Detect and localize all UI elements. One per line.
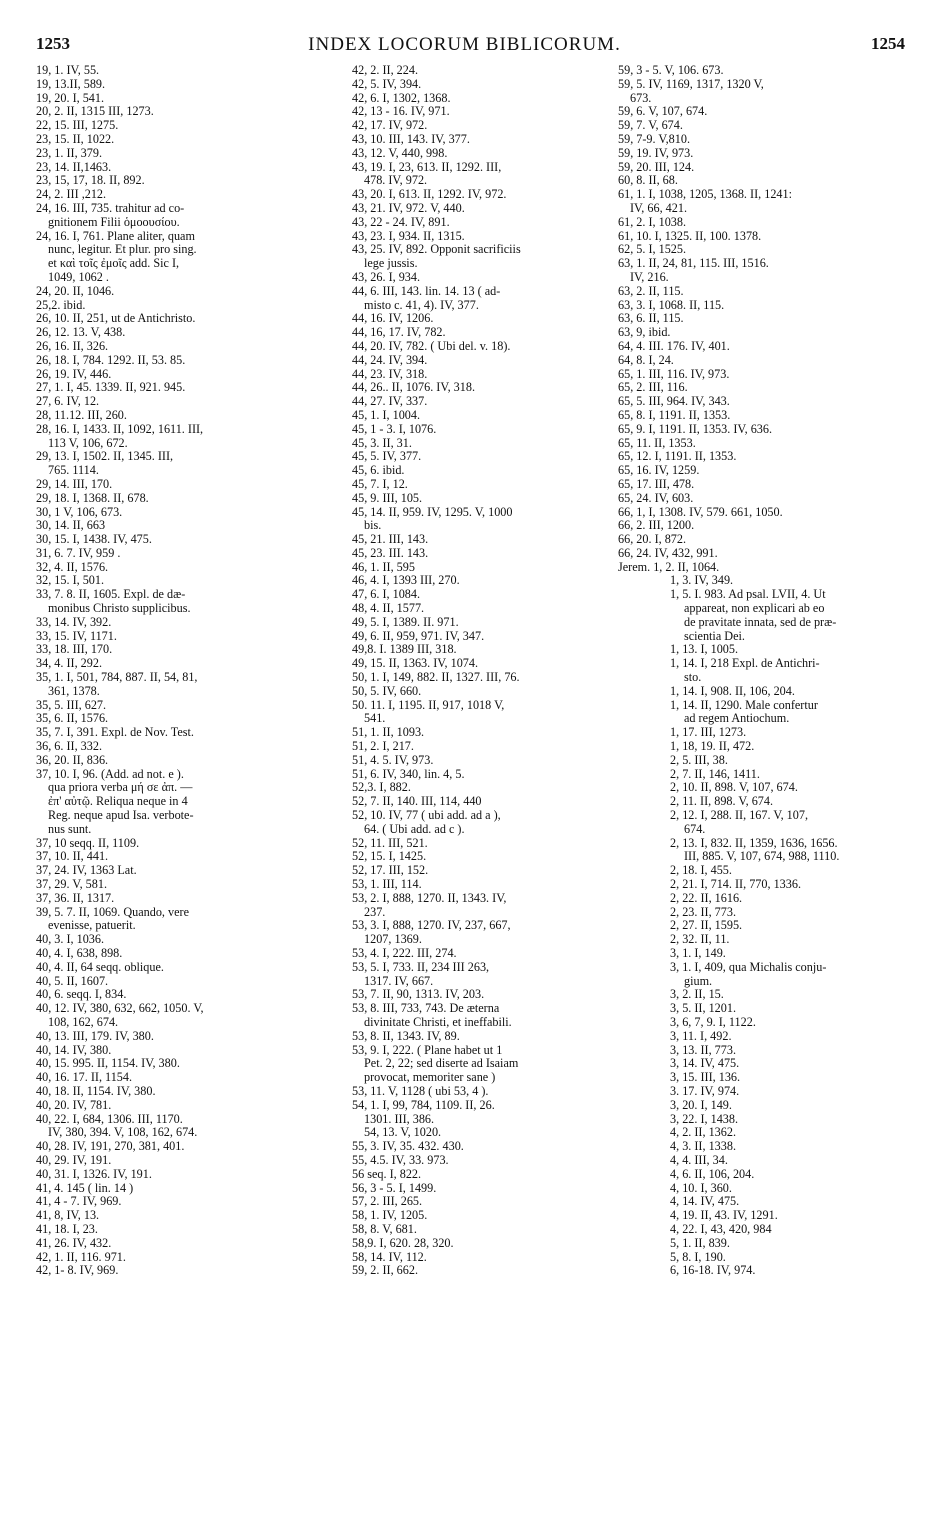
index-entry-line: 2, 11. II, 898. V, 674. — [670, 794, 774, 809]
index-entry-line: 53, 8. III, 733, 743. De æterna — [352, 1001, 500, 1016]
index-entry-line: 49, 5. I, 1389. II. 971. — [352, 614, 459, 629]
index-entry-line: 44, 6. III, 143. lin. 14. 13 ( ad- — [352, 283, 501, 298]
index-entry-line: 26, 18. I, 784. 1292. II, 53. 85. — [36, 352, 186, 367]
index-entry-line: 34, 4. II, 292. — [36, 656, 103, 671]
index-entry-line: 51, 2. I, 217. — [352, 739, 414, 754]
index-column-3 — [618, 64, 908, 1278]
index-entry-line: 4, 2. II, 1362. — [670, 1125, 737, 1140]
index-entry-line: bis. — [364, 518, 382, 533]
index-entry-line: 50, 1. I, 149, 882. II, 1327. III, 76. — [352, 670, 520, 685]
index-entry-line: 30, 1 V, 106, 673. — [36, 504, 123, 519]
index-entry-line: 3, 1. I, 409, qua Michalis conju- — [670, 959, 827, 974]
index-entry-line: 53, 9. I, 222. ( Plane habet ut 1 — [352, 1042, 503, 1057]
index-entry-line: 3, 6, 7, 9. I, 1122. — [670, 1014, 756, 1029]
index-entry-line: nunc, legitur. Et plur. pro sing. — [48, 242, 197, 257]
index-entry-line: 65, 2. III, 116. — [618, 380, 688, 395]
index-entry-line: 37, 10 seqq. II, 1109. — [36, 835, 140, 850]
index-entry-line: 51, 1. II, 1093. — [352, 725, 425, 740]
index-entry-line: 37, 29. V, 581. — [36, 877, 107, 892]
index-entry-line: 42, 13 - 16. IV, 971. — [352, 104, 450, 119]
index-entry-line: 61, 2. I, 1038. — [618, 214, 687, 229]
index-entry-line: 64, 4. III. 176. IV, 401. — [618, 338, 730, 353]
index-entry-line: 4, 4. III, 34. — [670, 1152, 728, 1167]
index-entry-line: 42, 6. I, 1302, 1368. — [352, 90, 451, 105]
index-entry-line: 32, 15. I, 501. — [36, 573, 105, 588]
index-entry-line: 24, 20. II, 1046. — [36, 283, 115, 298]
index-entry-line: 28, 16. I, 1433. II, 1092, 1611. III, — [36, 421, 204, 436]
index-entry-line: Pet. 2, 22; sed diserte ad Isaiam — [364, 1056, 519, 1071]
index-entry-line: 2, 22. II, 1616. — [670, 890, 743, 905]
index-entry-line: 1, 13. I, 1005. — [670, 642, 739, 657]
index-entry-line: 237. — [364, 904, 386, 919]
index-entry-line: 40, 6. seqq. I, 834. — [36, 987, 127, 1002]
index-entry-line: 1049, 1062 . — [48, 269, 109, 284]
index-entry-line: 4, 14. IV, 475. — [670, 1194, 740, 1209]
index-entry-line: 3, 15. III, 136. — [670, 1070, 741, 1085]
index-entry-line: 25,2. ibid. — [36, 297, 86, 312]
index-entry-line: 65, 12. I, 1191. II, 1353. — [618, 449, 737, 464]
index-entry-line: 52, 11. III, 521. — [352, 835, 428, 850]
index-entry-line: evenisse, patuerit. — [48, 918, 136, 933]
index-entry-line: 2, 5. III, 38. — [670, 752, 728, 767]
index-entry-line: 52, 7. II, 140. III, 114, 440 — [352, 794, 482, 809]
index-entry-line: 32, 4. II, 1576. — [36, 559, 109, 574]
index-entry-line: 45, 9. III, 105. — [352, 490, 423, 505]
index-entry-line: 66, 24. IV, 432, 991. — [618, 545, 718, 560]
index-entry-line: 42, 17. IV, 972. — [352, 118, 428, 133]
index-entry-line: 2, 12. I, 288. II, 167. V, 107, — [670, 808, 809, 823]
index-entry-line: 30, 15. I, 1438. IV, 475. — [36, 532, 152, 547]
index-entry-line: 3. 17. IV, 974. — [670, 1083, 740, 1098]
page-header — [0, 0, 929, 60]
index-entry-line: appareat, non explicari ab eo — [684, 601, 825, 616]
index-entry-line: 43, 12. V, 440, 998. — [352, 145, 448, 160]
index-entry-line: 40, 29. IV, 191. — [36, 1152, 112, 1167]
index-entry-line: 44, 24. IV, 394. — [352, 352, 428, 367]
index-entry-line: 59, 6. V, 107, 674. — [618, 104, 708, 119]
index-entry-line: 66, 20. I, 872. — [618, 532, 687, 547]
index-entry-line: 44, 16. IV, 1206. — [352, 311, 434, 326]
index-entry-line: 1317. IV, 667. — [364, 973, 434, 988]
index-entry-line: 53, 1. III, 114. — [352, 877, 422, 892]
index-entry-line: 53, 4. I, 222. III, 274. — [352, 946, 457, 960]
index-entry-line: 44, 20. IV, 782. ( Ubi del. v. 18). — [352, 338, 511, 353]
index-entry-line: 64, 8. I, 24. — [618, 352, 674, 367]
index-entry-line: de pravitate innata, sed de præ- — [684, 614, 837, 629]
index-entry-line: 51, 4. 5. IV, 973. — [352, 752, 434, 767]
index-entry-line: 43, 21. IV, 972. V, 440. — [352, 200, 465, 215]
index-entry-line: 41, 8, IV, 13. — [36, 1208, 100, 1223]
index-entry-line: 33, 18. III, 170. — [36, 642, 113, 657]
index-entry-line: gnitionem Filii ὁμοουσίου. — [48, 214, 180, 229]
index-entry-line: 65, 8. I, 1191. II, 1353. — [618, 407, 731, 422]
index-entry-line: 4, 19. II, 43. IV, 1291. — [670, 1208, 778, 1223]
index-entry-line: 24, 16. III, 735. trahitur ad co- — [36, 200, 185, 215]
index-entry-line: Jerem. 1, 2. II, 1064. — [618, 559, 720, 574]
index-entry-line: 50, 5. IV, 660. — [352, 683, 422, 698]
index-entry-line: 29, 13. I, 1502. II, 1345. III, — [36, 449, 174, 464]
index-entry-line: 59, 19. IV, 973. — [618, 145, 694, 160]
index-column-2 — [352, 64, 614, 1278]
index-entry-line: 36, 6. II, 332. — [36, 739, 103, 754]
index-entry-line: 2, 23. II, 773. — [670, 904, 737, 919]
index-entry-line: 58, 14. IV, 112. — [352, 1249, 427, 1264]
index-entry-line: 3, 1. I, 149. — [670, 946, 726, 960]
index-entry-line: 674. — [684, 821, 706, 836]
index-entry-line: 24, 2. III ,212. — [36, 187, 107, 202]
index-entry-line: sto. — [684, 670, 702, 685]
index-entry-line: 35, 5. III, 627. — [36, 697, 107, 712]
index-entry-line: 44, 26.. II, 1076. IV, 318. — [352, 380, 475, 395]
index-entry-line: 27, 1. I, 45. 1339. II, 921. 945. — [36, 380, 186, 395]
index-entry-line: 3, 20. I, 149. — [670, 1097, 732, 1112]
index-entry-line: 59, 20. III, 124. — [618, 159, 695, 174]
index-entry-line: 45, 5. IV, 377. — [352, 449, 422, 464]
index-entry-line: 37, 36. II, 1317. — [36, 890, 115, 905]
index-entry-line: 46, 4. I, 1393 III, 270. — [352, 573, 460, 588]
index-entry-line: III, 885. V, 107, 674, 988, 1110. — [684, 849, 840, 864]
index-entry-line: 42, 1- 8. IV, 969. — [36, 1263, 119, 1278]
index-entry-line: 27, 6. IV, 12. — [36, 394, 100, 409]
index-entry-line: 63, 6. II, 115. — [618, 311, 684, 326]
index-entry-line: 53, 8. II, 1343. IV, 89. — [352, 1028, 460, 1043]
index-entry-line: 45, 7. I, 12. — [352, 476, 408, 491]
index-entry-line: 1207, 1369. — [364, 932, 422, 947]
index-entry-line: 45, 21. III, 143. — [352, 532, 429, 547]
index-entry-line: 45, 3. II, 31. — [352, 435, 412, 450]
index-entry-line: 45, 6. ibid. — [352, 463, 405, 478]
index-entry-line: 37, 10. II, 441. — [36, 849, 109, 864]
index-entry-line: 44, 27. IV, 337. — [352, 394, 428, 409]
index-entry-line: 65, 16. IV, 1259. — [618, 463, 700, 478]
index-entry-line: 2, 32. II, 11. — [670, 932, 730, 947]
index-entry-line: 52,3. I, 882. — [352, 780, 411, 795]
index-entry-line: nus sunt. — [48, 821, 92, 836]
index-entry-line: 63, 2. II, 115. — [618, 283, 684, 298]
index-entry-line: 55, 3. IV, 35. 432. 430. — [352, 1139, 464, 1154]
index-entry-line: 60, 8. II, 68. — [618, 173, 678, 188]
index-entry-line: 4, 6. II, 106, 204. — [670, 1166, 755, 1181]
index-entry-line: 40, 4. I, 638, 898. — [36, 946, 123, 960]
index-entry-line: 45, 14. II, 959. IV, 1295. V, 1000 — [352, 504, 513, 519]
index-entry-line: 2, 18. I, 455. — [670, 863, 732, 878]
index-entry-line: 59, 5. IV, 1169, 1317, 1320 V, — [618, 76, 764, 91]
right-page-number: 1254 — [871, 34, 905, 53]
index-entry-line: 45, 1 - 3. I, 1076. — [352, 421, 437, 436]
index-entry-line: 45, 1. I, 1004. — [352, 407, 421, 422]
index-entry-line: 43, 20. I, 613. II, 1292. IV, 972. — [352, 187, 507, 202]
index-entry-line: 3, 11. I, 492. — [670, 1028, 732, 1043]
index-entry-line: 40, 13. III, 179. IV, 380. — [36, 1028, 154, 1043]
index-entry-line: 3, 13. II, 773. — [670, 1042, 737, 1057]
index-entry-line: 56, 3 - 5. I, 1499. — [352, 1180, 437, 1195]
index-entry-line: 478. IV, 972. — [364, 173, 428, 188]
index-entry-line: 1, 5. I. 983. Ad psal. LVII, 4. Ut — [670, 587, 826, 602]
index-entry-line: misto c. 41, 4). IV, 377. — [364, 297, 479, 312]
index-entry-line: 3, 5. II, 1201. — [670, 1001, 737, 1016]
index-entry-line: 39, 5. 7. II, 1069. Quando, vere — [36, 904, 189, 919]
index-entry-line: 40, 12. IV, 380, 632, 662, 1050. V, — [36, 1001, 204, 1016]
index-entry-line: 31, 6. 7. IV, 959 . — [36, 545, 121, 560]
index-entry-line: 63, 9, ibid. — [618, 325, 671, 340]
index-entry-line: 2, 27. II, 1595. — [670, 918, 743, 933]
index-entry-line: 65, 5. III, 964. IV, 343. — [618, 394, 730, 409]
index-entry-line: 53, 7. II, 90, 1313. IV, 203. — [352, 987, 485, 1002]
index-entry-line: 65, 24. IV, 603. — [618, 490, 694, 505]
index-entry-line: divinitate Christi, et ineffabili. — [364, 1014, 512, 1029]
index-entry-line: 1, 14. I, 908. II, 106, 204. — [670, 683, 795, 698]
index-entry-line: 49,8. I. 1389 III, 318. — [352, 642, 457, 657]
index-entry-line: 5, 1. II, 839. — [670, 1235, 730, 1250]
index-entry-line: 53, 2. I, 888, 1270. II, 1343. IV, — [352, 890, 507, 905]
left-page-number: 1253 — [36, 34, 70, 53]
index-entry-line: 4, 22. I, 43, 420, 984 — [670, 1221, 772, 1236]
index-entry-line: 26, 16. II, 326. — [36, 338, 109, 353]
index-entry-line: 24, 16. I, 761. Plane aliter, quam — [36, 228, 195, 243]
index-entry-line: 28, 11.12. III, 260. — [36, 407, 127, 422]
index-entry-line: 66, 2. III, 1200. — [618, 518, 695, 533]
index-entry-line: 40, 14. IV, 380. — [36, 1042, 112, 1057]
index-entry-line: 61, 1. I, 1038, 1205, 1368. II, 1241: — [618, 187, 792, 202]
index-entry-line: 40, 15. 995. II, 1154. IV, 380. — [36, 1056, 180, 1071]
index-entry-line: 35, 1. I, 501, 784, 887. II, 54, 81, — [36, 670, 198, 685]
index-entry-line: et καὶ τοῖς ἐμοῖς add. Sic I, — [48, 256, 180, 271]
index-entry-line: 59, 2. II, 662. — [352, 1263, 419, 1278]
index-entry-line: 26, 19. IV, 446. — [36, 366, 112, 381]
index-entry-line: 1, 18, 19. II, 472. — [670, 739, 755, 754]
index-entry-line: 66, 1, I, 1308. IV, 579. 661, 1050. — [618, 504, 783, 519]
index-entry-line: 40, 4. II, 64 seqq. oblique. — [36, 959, 164, 974]
index-entry-line: gium. — [684, 973, 713, 988]
index-entry-line: 541. — [364, 711, 386, 726]
index-entry-line: 43, 25. IV, 892. Opponit sacrificiis — [352, 242, 521, 257]
index-entry-line: 42, 5. IV, 394. — [352, 76, 422, 91]
index-entry-line: 43, 26. I, 934. — [352, 269, 421, 284]
index-entry-line: qua priora verba μή σε ἀπ. — — [48, 780, 193, 795]
index-entry-line: IV, 216. — [630, 269, 669, 284]
index-entry-line: 65, 1. III, 116. IV, 973. — [618, 366, 730, 381]
index-entry-line: 58,9. I, 620. 28, 320. — [352, 1235, 454, 1250]
index-entry-line: 53, 3. I, 888, 1270. IV, 237, 667, — [352, 918, 511, 933]
index-column-1 — [36, 64, 318, 1278]
index-entry-line: 57, 2. III, 265. — [352, 1194, 423, 1209]
index-entry-line: 61, 10. I, 1325. II, 100. 1378. — [618, 228, 762, 243]
index-entry-line: 51, 6. IV, 340, lin. 4, 5. — [352, 766, 465, 781]
index-entry-line: 673. — [630, 90, 652, 105]
index-entry-line: 20, 2. II, 1315 III, 1273. — [36, 104, 154, 119]
index-entry-line: ἐπ' αὐτῷ. Reliqua neque in 4 — [48, 794, 188, 809]
index-entry-line: 41, 4. 145 ( lin. 14 ) — [36, 1180, 134, 1195]
index-entry-line: 3, 22. I, 1438. — [670, 1111, 739, 1126]
index-entry-line: 361, 1378. — [48, 683, 100, 698]
index-entry-line: 65, 11. II, 1353. — [618, 435, 696, 450]
index-entry-line: 26, 12. 13. V, 438. — [36, 325, 126, 340]
index-entry-line: scientia Dei. — [684, 628, 745, 643]
index-entry-line: 44, 16, 17. IV, 782. — [352, 325, 446, 340]
index-entry-line: 36, 20. II, 836. — [36, 752, 109, 767]
index-entry-line: 64. ( Ubi add. ad c ). — [364, 821, 465, 836]
index-entry-line: 5, 8. I, 190. — [670, 1249, 726, 1264]
index-entry-line: Reg. neque apud Isa. verbote- — [48, 808, 194, 823]
index-entry-line: 42, 2. II, 224. — [352, 63, 419, 77]
index-entry-line: 63, 3. I, 1068. II, 115. — [618, 297, 725, 312]
index-entry-line: 22, 15. III, 1275. — [36, 118, 119, 133]
index-entry-line: 19, 1. IV, 55. — [36, 63, 100, 77]
index-entry-line: 4, 3. II, 1338. — [670, 1139, 737, 1154]
index-entry-line: 65, 17. III, 478. — [618, 476, 695, 491]
index-entry-line: 59, 7. V, 674. — [618, 118, 683, 133]
index-entry-line: 113 V, 106, 672. — [48, 435, 128, 450]
index-entry-line: 54, 1. I, 99, 784, 1109. II, 26. — [352, 1097, 495, 1112]
index-entry-line: 6, 16-18. IV, 974. — [670, 1263, 756, 1278]
index-entry-line: 33, 15. IV, 1171. — [36, 628, 117, 643]
index-entry-line: 40, 22. I, 684, 1306. III, 1170. — [36, 1111, 183, 1126]
index-entry-line: 23, 15, 17, 18. II, 892. — [36, 173, 145, 188]
index-entry-line: 33, 7. 8. II, 1605. Expl. de dæ- — [36, 587, 186, 602]
index-entry-line: 43, 19. I, 23, 613. II, 1292. III, — [352, 159, 502, 174]
index-entry-line: 58, 8. V, 681. — [352, 1221, 417, 1236]
page-title: INDEX LOCORUM BIBLICORUM. — [308, 34, 621, 55]
index-entry-line: 40, 5. II, 1607. — [36, 973, 109, 988]
index-entry-line: IV, 380, 394. V, 108, 162, 674. — [48, 1125, 198, 1140]
index-entry-line: lege jussis. — [364, 256, 418, 271]
index-entry-line: 2, 10. II, 898. V, 107, 674. — [670, 780, 798, 795]
index-entry-line: 2, 21. I, 714. II, 770, 1336. — [670, 877, 802, 892]
index-entry-line: 40, 28. IV, 191, 270, 381, 401. — [36, 1139, 185, 1154]
index-entry-line: 48, 4. II, 1577. — [352, 601, 425, 616]
index-entry-line: 50. 11. I, 1195. II, 917, 1018 V, — [352, 697, 505, 712]
index-entry-line: 1, 14. I, 218 Expl. de Antichri- — [670, 656, 820, 671]
index-entry-line: 23, 1. II, 379. — [36, 145, 103, 160]
index-entry-line: 37, 24. IV, 1363 Lat. — [36, 863, 137, 878]
index-entry-line: 35, 7. I, 391. Expl. de Nov. Test. — [36, 725, 194, 740]
index-entry-line: 40, 3. I, 1036. — [36, 932, 105, 947]
index-entry-line: 47, 6. I, 1084. — [352, 587, 421, 602]
index-entry-line: 53, 11. V, 1128 ( ubi 53, 4 ). — [352, 1083, 489, 1098]
index-entry-line: provocat, memoriter sane ) — [364, 1070, 496, 1085]
index-entry-line: 46, 1. II, 595 — [352, 559, 415, 574]
index-entry-line: 41, 4 - 7. IV, 969. — [36, 1194, 122, 1209]
index-entry-line: 37, 10. I, 96. (Add. ad not. e ). — [36, 766, 184, 781]
index-entry-line: 54, 13. V, 1020. — [364, 1125, 442, 1140]
index-entry-line: 40, 31. I, 1326. IV, 191. — [36, 1166, 152, 1181]
index-entry-line: 1, 17. III, 1273. — [670, 725, 747, 740]
index-entry-line: 49, 6. II, 959, 971. IV, 347. — [352, 628, 485, 643]
index-entry-line: ad regem Antiochum. — [684, 711, 790, 726]
index-entry-line: 3, 14. IV, 475. — [670, 1056, 740, 1071]
index-entry-line: 58, 1. IV, 1205. — [352, 1208, 428, 1223]
index-entry-line: 40, 20. IV, 781. — [36, 1097, 112, 1112]
index-entry-line: 55, 4.5. IV, 33. 973. — [352, 1152, 449, 1167]
index-entry-line: 26, 10. II, 251, ut de Antichristo. — [36, 311, 196, 326]
index-entry-line: 33, 14. IV, 392. — [36, 614, 112, 629]
index-entry-line: 43, 10. III, 143. IV, 377. — [352, 131, 470, 146]
index-entry-line: 59, 3 - 5. V, 106. 673. — [618, 63, 724, 77]
index-entry-line: 52, 15. I, 1425. — [352, 849, 427, 864]
index-entry-line: 65, 9. I, 1191. II, 1353. IV, 636. — [618, 421, 773, 436]
index-entry-line: 56 seq. I, 822. — [352, 1166, 422, 1181]
index-entry-line: 43, 23. I, 934. II, 1315. — [352, 228, 465, 243]
index-entry-line: 40, 16. 17. II, 1154. — [36, 1070, 133, 1085]
index-entry-line: 1, 14. II, 1290. Male confertur — [670, 697, 818, 712]
index-entry-line: 45, 23. III. 143. — [352, 545, 429, 560]
index-entry-line: 43, 22 - 24. IV, 891. — [352, 214, 450, 229]
index-entry-line: 44, 23. IV, 318. — [352, 366, 428, 381]
index-entry-line: 108, 162, 674. — [48, 1014, 119, 1029]
index-entry-line: 49, 15. II, 1363. IV, 1074. — [352, 656, 479, 671]
index-entry-line: 29, 14. III, 170. — [36, 476, 113, 491]
index-entry-line: 52, 17. III, 152. — [352, 863, 429, 878]
index-entry-line: 52, 10. IV, 77 ( ubi add. ad a ), — [352, 808, 501, 823]
index-entry-line: 19, 13.II, 589. — [36, 76, 106, 91]
index-entry-line: 23, 15. II, 1022. — [36, 131, 115, 146]
index-entry-line: 4, 10. I, 360. — [670, 1180, 732, 1195]
index-entry-line: 2, 7. II, 146, 1411. — [670, 766, 760, 781]
index-entry-line: 63, 1. II, 24, 81, 115. III, 1516. — [618, 256, 769, 271]
index-entry-line: 29, 18. I, 1368. II, 678. — [36, 490, 149, 505]
index-entry-line: 3, 2. II, 15. — [670, 987, 724, 1002]
index-entry-line: 53, 5. I, 733. II, 234 III 263, — [352, 959, 490, 974]
index-entry-line: 62, 5. I, 1525. — [618, 242, 687, 257]
index-entry-line: 2, 13. I, 832. II, 1359, 1636, 1656. — [670, 835, 838, 850]
index-entry-line: 59, 7-9. V,810. — [618, 131, 691, 146]
index-entry-line: 42, 1. II, 116. 971. — [36, 1249, 126, 1264]
index-entry-line: 23, 14. II,1463. — [36, 159, 112, 174]
index-entry-line: 19, 20. I, 541. — [36, 90, 105, 105]
index-entry-line: 41, 18. I, 23. — [36, 1221, 98, 1236]
index-entry-line: 35, 6. II, 1576. — [36, 711, 109, 726]
index-entry-line: 40, 18. II, 1154. IV, 380. — [36, 1083, 156, 1098]
index-entry-line: 1, 3. IV, 349. — [670, 573, 734, 588]
index-entry-line: 30, 14. II, 663 — [36, 518, 106, 533]
index-entry-line: monibus Christo supplicibus. — [48, 601, 191, 616]
index-entry-line: 1301. III, 386. — [364, 1111, 435, 1126]
index-entry-line: 765. 1114. — [48, 463, 99, 478]
index-entry-line: 41, 26. IV, 432. — [36, 1235, 112, 1250]
index-entry-line: IV, 66, 421. — [630, 200, 687, 215]
